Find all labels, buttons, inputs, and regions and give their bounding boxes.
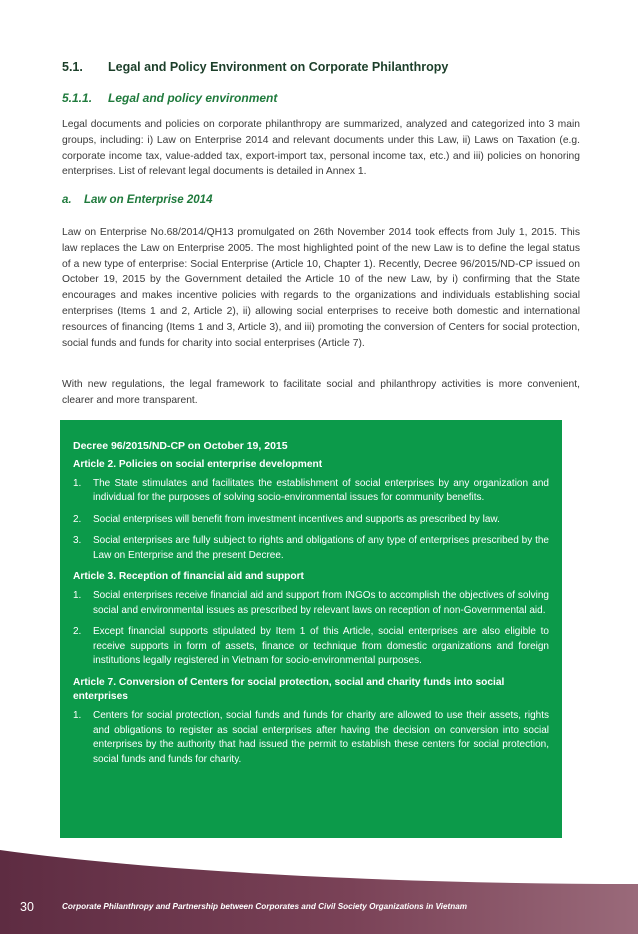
law-paragraph: Law on Enterprise No.68/2014/QH13 promulgated on 26th November 2014 took effects from July 1, 2015. This law replaces the Law on Enterprise 2005. The most highlighted point of the new Law is to define the legal status of a new type of enterprise: Social Enterprise (Article 10, Chapter 1). Recently, Decree 96/2015/ND-CP issued on October 19, 2015 by the Government detailed the Article 10 of the new Law, by i) confirming that the State encourages and makes incentive policies with regards to the organizations and individuals establishing social enterprises (Items 1 and 2, Article 2), ii) allowing social enterprises to receive both domestic and international resources of financing (Items 1 and 3, Article 3), and iii) promoting the conversion of Centers for social protection, social funds and funds for charity into social enterprises (Article 7). xyxy=(62,227,580,349)
list-item-number: 1. xyxy=(73,589,82,601)
footer-title: Corporate Philanthropy and Partnership between Corporates and Civil Society Organizations in Vietnam xyxy=(62,902,468,911)
list-item xyxy=(73,709,549,767)
list-item xyxy=(73,534,549,563)
list-item-text: The State stimulates and facilitates the establishment of social enterprises by any organization and individual for the purposes of solving socio-environmental issues for community benefits. xyxy=(93,477,549,504)
footer-band xyxy=(0,850,638,934)
intro-paragraph: Legal documents and policies on corporate philanthropy are summarized, analyzed and categorized into 3 main groups, including: i) Law on Enterprise 2014 and relevant documents under this Law, ii) Laws on Taxation (e.g. corporate income tax, value-added tax, export-import tax, personal income tax, etc.) and iii) policies on honoring enterprises. List of relevant legal documents is detailed in Annex 1. xyxy=(62,119,580,178)
closing-paragraph: With new regulations, the legal framework to facilitate social and philanthropy activities is more convenient, clearer and more transparent. xyxy=(62,379,580,406)
list-item-text: Centers for social protection, social funds and funds for charity are allowed to use their assets, rights and obligations to register as social enterprises after having the decision on conversion into social enterprises by the authority that had issued the permit to establish these centers for social protection, social funds and funds for charity. xyxy=(93,709,549,765)
decree-box-title: Decree 96/2015/ND-CP on October 19, 2015 xyxy=(73,440,288,452)
section-number: 5.1. xyxy=(62,60,83,74)
list-item-text: Social enterprises will benefit from investment incentives and supports as prescribed by law. xyxy=(93,513,500,525)
list-item-number: 2. xyxy=(73,626,82,638)
subheading-a-label: a. xyxy=(62,194,72,206)
decree-box xyxy=(60,420,562,838)
list-item-text: Social enterprises receive financial aid and support from INGOs to accomplish the objectives of solving social and environmental issues as prescribed by relevant laws on reception of non-Governmental aid. xyxy=(93,589,549,616)
subsection-number: 5.1.1. xyxy=(62,91,93,105)
list-item-number: 3. xyxy=(73,535,82,547)
list-item xyxy=(73,625,549,669)
subsection-title: Legal and policy environment xyxy=(108,91,278,105)
list-item-text: Except financial supports stipulated by Item 1 of this Article, social enterprises are also eligible to receive supports in form of assets, finance or technique from domestic organizations and foreign institutions legally registered in Vietnam for socio-environmental purposes. xyxy=(93,626,549,667)
section-title: Legal and Policy Environment on Corporate Philanthropy xyxy=(108,60,449,74)
list-item-number: 1. xyxy=(73,477,82,489)
footer-band-shape xyxy=(0,850,638,934)
article-heading: Article 3. Reception of financial aid and support xyxy=(73,571,304,583)
list-item-number: 2. xyxy=(73,513,82,525)
subsection-heading xyxy=(62,91,582,105)
page-number: 30 xyxy=(20,900,34,914)
list-item xyxy=(73,589,549,618)
article-heading: Article 2. Policies on social enterprise development xyxy=(73,459,323,470)
subheading-a xyxy=(62,194,582,206)
list-item xyxy=(73,513,549,528)
list-item-text: Social enterprises are fully subject to rights and obligations of any type of enterprises prescribed by the Law on Enterprise and the present Decree. xyxy=(93,535,549,561)
article-heading: Article 7. Conversion of Centers for social protection, social and charity funds into social enterprises xyxy=(73,676,505,703)
subheading-a-title: Law on Enterprise 2014 xyxy=(84,194,213,206)
section-heading xyxy=(62,60,582,74)
list-item xyxy=(73,477,549,506)
list-item-number: 1. xyxy=(73,709,82,721)
